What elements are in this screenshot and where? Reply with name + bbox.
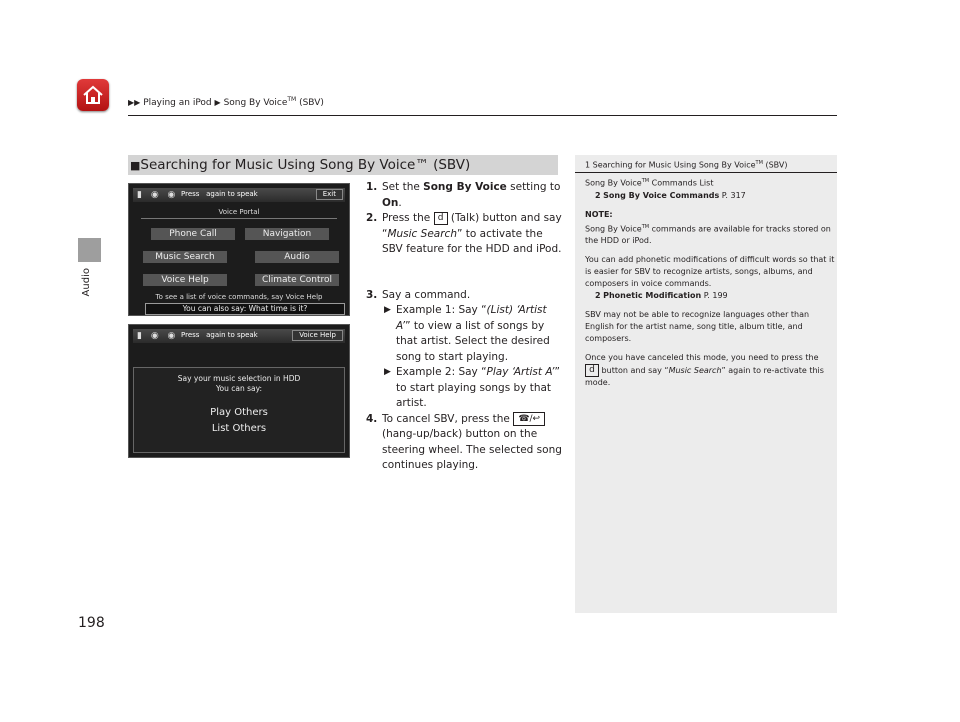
note-text: Once you have canceled this mode, you need to press the xyxy=(585,353,819,363)
side-note-body xyxy=(585,175,835,396)
note-text: Song By Voice xyxy=(585,224,642,234)
note-text: Song By Voice xyxy=(585,178,642,188)
tm-mark: TM xyxy=(287,96,297,103)
press-prompt: Press again to speak xyxy=(181,331,258,339)
ref-arrow-icon: 2 xyxy=(595,291,601,301)
breadcrumb-item[interactable]: Song By Voice xyxy=(223,98,288,108)
square-icon: ■ xyxy=(130,159,141,172)
note-text: button and say “ xyxy=(599,366,669,376)
selection-box xyxy=(133,367,345,453)
exit-button[interactable]: Exit xyxy=(316,189,343,200)
status-icons: ▮ ◉ ◉ xyxy=(137,331,179,341)
note-text: You can add phonetic modifications of difficult words so that it is easier for SBV to recognize artists, songs, albums, and composers in voice commands. xyxy=(585,255,835,289)
voice-command: Music Search xyxy=(668,366,722,376)
section-title: Searching for Music Using Song By Voice™ (SBV) xyxy=(140,157,471,173)
step-text: Set the xyxy=(382,181,424,193)
step-text: Press the xyxy=(382,212,434,224)
example-text: Example 1: Say “ xyxy=(396,304,487,316)
example-1 xyxy=(382,303,562,365)
triangle-bullet-icon: ▶ xyxy=(384,367,391,377)
step-number: 3. xyxy=(366,288,378,301)
tm-mark: TM xyxy=(641,178,650,184)
talk-button-icon: d xyxy=(434,212,448,225)
step-text: (Talk) button and say “ xyxy=(382,212,562,240)
breadcrumb-arrow-icon: ▶▶ xyxy=(128,98,141,107)
step-text: Say a command. xyxy=(382,288,471,301)
home-icon xyxy=(82,85,104,105)
section-heading xyxy=(128,155,558,175)
status-icons: ▮ ◉ ◉ xyxy=(137,190,179,200)
note-label: NOTE: xyxy=(585,209,613,219)
breadcrumb-arrow-icon: ▶ xyxy=(214,98,221,107)
music-search-button[interactable]: Music Search xyxy=(143,251,227,263)
voice-command: Music Search xyxy=(387,227,457,240)
example-text: ” to view a list of songs by that artist. Select the desired song to start playing. xyxy=(396,319,550,363)
note-paragraph xyxy=(585,209,835,248)
step-number: 2. xyxy=(366,212,378,224)
instruction-steps xyxy=(366,180,562,474)
screen-top-bar xyxy=(133,188,345,202)
step-2 xyxy=(366,211,562,258)
step-text: To cancel SBV, press the xyxy=(382,412,514,425)
portal-divider xyxy=(141,218,337,219)
example-text: Example 2: Say “ xyxy=(396,366,487,378)
cross-reference[interactable] xyxy=(585,191,746,200)
triangle-bullet-icon: ▶ xyxy=(384,305,391,315)
side-label: Audio xyxy=(81,268,92,297)
step-text: setting to xyxy=(506,181,561,193)
tm-mark: TM xyxy=(755,160,763,166)
step-number: 4. xyxy=(366,412,378,425)
side-note-heading xyxy=(575,155,837,173)
home-button[interactable] xyxy=(77,79,109,111)
voice-command: Play ‘Artist A’ xyxy=(486,366,555,378)
music-selection-screen xyxy=(128,324,350,458)
audio-button[interactable]: Audio xyxy=(255,251,339,263)
commands-list-paragraph xyxy=(585,175,835,202)
step-1 xyxy=(366,180,562,211)
voice-portal-screen xyxy=(128,183,350,316)
ref-page: P. 317 xyxy=(719,190,746,200)
voice-help-button[interactable]: Voice Help xyxy=(292,330,343,341)
screen-top-bar xyxy=(133,329,345,343)
step-3 xyxy=(366,288,562,412)
hang-up-back-button-icon: ☎/↩ xyxy=(513,412,545,426)
step-text: ” to activate the SBV feature for the HDD and iPod. xyxy=(382,227,562,255)
phonetic-paragraph xyxy=(585,254,835,302)
heading-text: (SBV) xyxy=(762,160,788,170)
header-divider xyxy=(128,115,837,116)
setting-value: On xyxy=(382,196,399,209)
step-text: . xyxy=(398,196,402,209)
voice-help-hint: To see a list of voice commands, say Voice Help xyxy=(155,293,323,301)
reactivate-paragraph xyxy=(585,352,835,389)
phone-call-button[interactable]: Phone Call xyxy=(151,228,235,240)
page-number: 198 xyxy=(78,615,105,631)
voice-help-button[interactable]: Voice Help xyxy=(143,274,227,286)
note-marker-icon: 1 xyxy=(585,160,591,170)
breadcrumb-suffix: (SBV) xyxy=(296,98,324,108)
step-4 xyxy=(366,412,562,474)
heading-text: Searching for Music Using Song By Voice xyxy=(592,160,756,170)
tm-mark: TM xyxy=(641,223,650,230)
note-text: commands are available for tracks stored on the HDD or iPod. xyxy=(585,224,831,246)
press-prompt: Press again to speak xyxy=(181,190,258,198)
note-text: ” again to re-activate this mode. xyxy=(585,366,824,388)
ref-page: P. 199 xyxy=(701,291,728,301)
also-say-bar: You can also say: What time is it? xyxy=(145,303,345,315)
example-text: ” to start playing songs by that artist. xyxy=(396,366,560,409)
note-text: SBV may not be able to recognize languages other than English for the artist name, song title, album title, and composers. xyxy=(585,310,810,344)
you-can-say: You can say: xyxy=(215,384,263,393)
navigation-button[interactable]: Navigation xyxy=(245,228,329,240)
breadcrumb xyxy=(128,96,324,108)
step-number: 1. xyxy=(366,181,378,193)
talk-button-icon: d xyxy=(585,364,599,377)
ref-title: Song By Voice Commands xyxy=(603,190,720,200)
list-others-option[interactable]: List Others xyxy=(211,423,267,434)
cross-reference[interactable] xyxy=(585,291,728,300)
climate-control-button[interactable]: Climate Control xyxy=(255,274,339,286)
note-text: Commands List xyxy=(649,178,714,188)
voice-command: (List) ‘Artist A’ xyxy=(396,304,547,332)
portal-title: Voice Portal xyxy=(218,208,260,216)
breadcrumb-item[interactable]: Playing an iPod xyxy=(143,98,212,108)
side-tab xyxy=(78,238,101,262)
side-note-panel xyxy=(575,155,837,613)
play-others-option[interactable]: Play Others xyxy=(210,407,268,418)
ref-title: Phonetic Modification xyxy=(603,291,702,301)
language-paragraph xyxy=(585,309,835,345)
ref-arrow-icon: 2 xyxy=(595,190,601,200)
step-text: (hang-up/back) button on the steering wheel. The selected song continues playing. xyxy=(382,428,562,471)
setting-name: Song By Voice xyxy=(423,181,507,193)
selection-prompt: Say your music selection in HDD xyxy=(177,374,301,383)
example-2 xyxy=(382,365,562,412)
